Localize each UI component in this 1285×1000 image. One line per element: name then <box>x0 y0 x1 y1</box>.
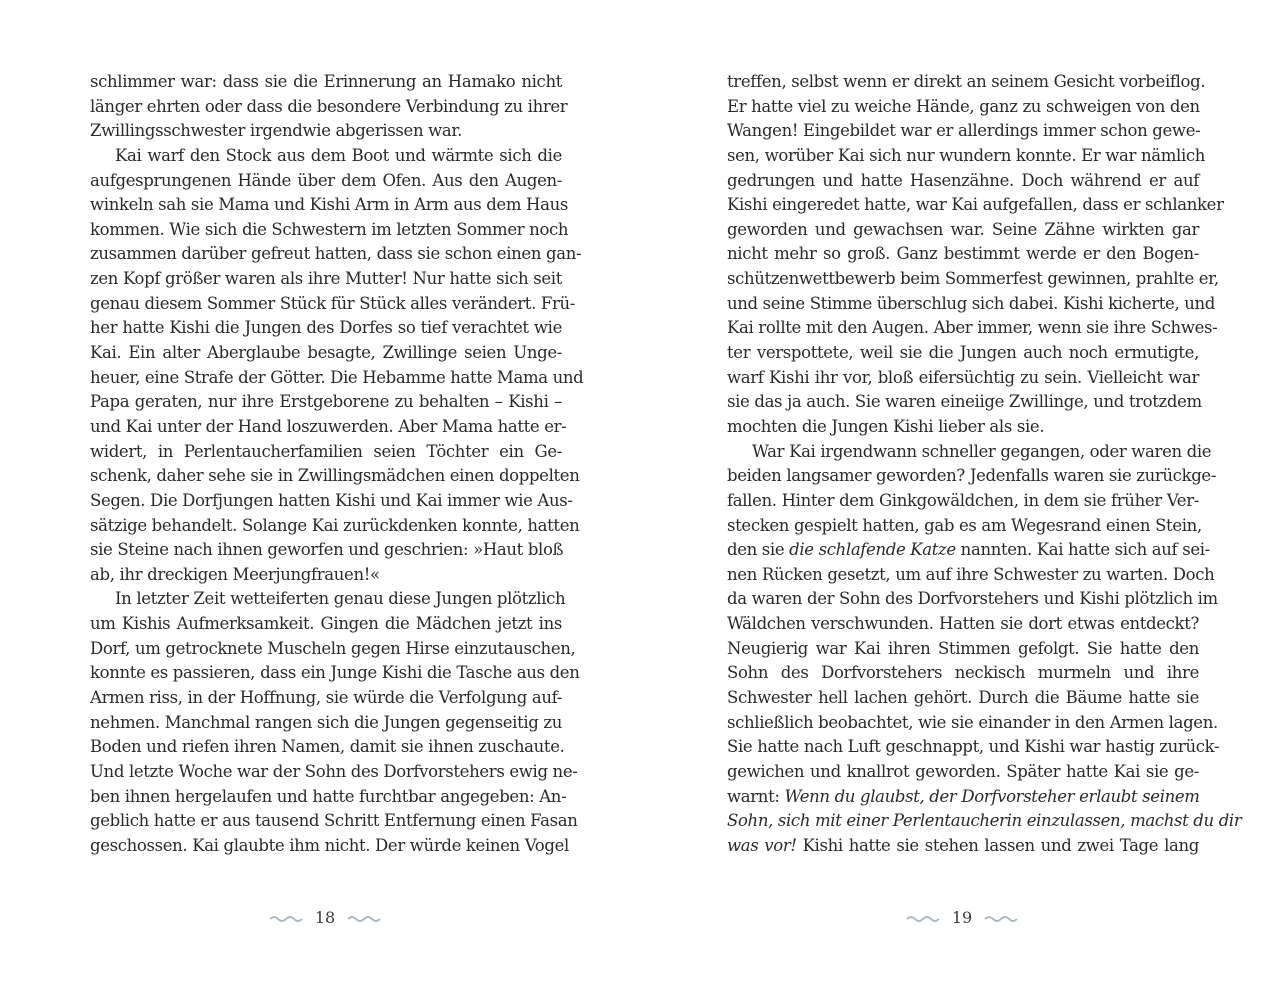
text-line: Wäldchen verschwunden. Hatten sie dort etwas entdeckt? <box>727 614 1199 634</box>
left-page <box>90 70 584 859</box>
text-line: gedrungen und hatte Hasenzähne. Doch während er auf <box>727 170 1199 190</box>
text-line: her hatte Kishi die Jungen des Dorfes so tief verachtet wie <box>90 318 562 338</box>
text-line: ter verspottete, weil sie die Jungen auch noch ermutigte, <box>727 343 1199 363</box>
text-line: geworden und gewachsen war. Seine Zähne wirkten gar <box>727 219 1199 239</box>
text-line: warf Kishi ihr vor, bloß eifersüchtig zu sein. Vielleicht war <box>727 367 1199 387</box>
text-line: Sie hatte nach Luft geschnappt, und Kishi war hastig zurück- <box>727 737 1220 757</box>
text-line: Dorf, um getrocknete Muscheln gegen Hirse einzutauschen, <box>90 638 576 658</box>
text-line: winkeln sah sie Mama und Kishi Arm in Arm aus dem Haus <box>90 195 568 215</box>
text-line: nen Rücken gesetzt, um auf ihre Schwester zu warten. Doch <box>727 564 1215 584</box>
text-line: stecken gespielt hatten, gab es am Wegesrand einen Stein, <box>727 515 1202 535</box>
text-line: und seine Stimme überschlug sich dabei. Kishi kicherte, und <box>727 293 1216 313</box>
text-line: Er hatte viel zu weiche Hände, ganz zu schweigen von den <box>727 96 1200 116</box>
text-line: schützenwettbewerb beim Sommerfest gewinnen, prahlte er, <box>727 269 1219 289</box>
wave-ornament-icon <box>984 914 1018 922</box>
text-line: was vor! Kishi hatte sie stehen lassen und zwei Tage lang <box>727 835 1199 855</box>
text-line: warnt: Wenn du glaubst, der Dorfvorsteher erlaubt seinem <box>727 786 1200 806</box>
wave-ornament-icon <box>347 914 381 922</box>
text-line: länger ehrten oder dass die besondere Verbindung zu ihrer <box>90 96 568 116</box>
page-number-right <box>892 908 1032 927</box>
text-line: geblich hatte er aus tausend Schritt Entfernung einen Fasan <box>90 811 578 831</box>
text-line: ab, ihr dreckigen Meerjungfrauen!« <box>90 564 380 584</box>
text-line: Wangen! Eingebildet war er allerdings immer schon gewe- <box>727 121 1201 141</box>
text-line: sie Steine nach ihnen geworfen und geschrien: »Haut bloß <box>90 540 564 560</box>
text-line: mochten die Jungen Kishi lieber als sie. <box>727 416 1045 436</box>
text-line: nehmen. Manchmal rangen sich die Jungen gegenseitig zu <box>90 712 563 732</box>
page-number: 18 <box>314 908 336 927</box>
text-line: Boden und riefen ihren Namen, damit sie ihnen zuschaute. <box>90 737 565 757</box>
text-line: nicht mehr so groß. Ganz bestimmt werde er den Bogen- <box>727 244 1199 264</box>
page-number: 19 <box>951 908 973 927</box>
wave-ornament-icon <box>269 914 303 922</box>
text-line: zusammen darüber gefreut hatten, dass sie schon einen gan- <box>90 244 582 264</box>
text-line: sätzige behandelt. Solange Kai zurückdenken konnte, hatten <box>90 515 580 535</box>
text-line: Kai. Ein alter Aberglaube besagte, Zwillinge seien Unge- <box>90 343 562 363</box>
text-line: widert, in Perlentaucherfamilien seien Töchter ein Ge- <box>90 441 562 461</box>
text-line: Kai warf den Stock aus dem Boot und wärmte sich die <box>115 145 562 165</box>
text-line: gewichen und knallrot geworden. Später hatte Kai sie ge- <box>727 761 1199 781</box>
text-line: fallen. Hinter dem Ginkgowäldchen, in dem sie früher Ver- <box>727 490 1199 510</box>
text-line: aufgesprungenen Hände über dem Ofen. Aus den Augen- <box>90 170 562 190</box>
text-line: Segen. Die Dorfjungen hatten Kishi und Kai immer wie Aus- <box>90 490 573 510</box>
text-line: genau diesem Sommer Stück für Stück alles verändert. Frü- <box>90 293 576 313</box>
wave-ornament-icon <box>906 914 940 922</box>
text-line: War Kai irgendwann schneller gegangen, oder waren die <box>752 441 1212 461</box>
text-line: Armen riss, in der Hoffnung, sie würde die Verfolgung auf- <box>90 688 562 708</box>
text-line: schenk, daher sehe sie in Zwillingsmädchen einen doppelten <box>90 466 580 486</box>
text-line: schließlich beobachtet, wie sie einander in den Armen lagen. <box>727 712 1218 732</box>
text-line: Und letzte Woche war der Sohn des Dorfvorstehers ewig ne- <box>90 761 578 781</box>
text-line: schlimmer war: dass sie die Erinnerung an Hamako nicht <box>90 72 562 91</box>
text-line: da waren der Sohn des Dorfvorstehers und Kishi plötzlich im <box>727 589 1218 609</box>
text-line: Sohn des Dorfvorstehers neckisch murmeln und ihre <box>727 663 1199 683</box>
text-line: Kai rollte mit den Augen. Aber immer, wenn sie ihre Schwes- <box>727 318 1218 338</box>
text-line: Zwillingsschwester irgendwie abgerissen war. <box>90 121 463 141</box>
right-page <box>727 70 1242 859</box>
text-line: ben ihnen hergelaufen und hatte furchtbar angegeben: An- <box>90 786 567 806</box>
text-line: kommen. Wie sich die Schwestern im letzten Sommer noch <box>90 219 569 239</box>
text-line: Sohn, sich mit einer Perlentaucherin einzulassen, machst du dir <box>727 811 1242 831</box>
text-line: heuer, eine Strafe der Götter. Die Hebamme hatte Mama und <box>90 367 584 387</box>
text-line: und Kai unter der Hand loszuwerden. Aber Mama hatte er- <box>90 416 567 436</box>
text-line: den sie die schlafende Katze nannten. Kai hatte sich auf sei- <box>727 540 1210 560</box>
text-line: treffen, selbst wenn er direkt an seinem Gesicht vorbeiflog. <box>727 72 1206 91</box>
page-number-left <box>255 908 395 927</box>
text-line: beiden langsamer geworden? Jedenfalls waren sie zurückge- <box>727 466 1217 486</box>
text-line: sie das ja auch. Sie waren eineiige Zwillinge, und trotzdem <box>727 392 1202 412</box>
text-line: um Kishis Aufmerksamkeit. Gingen die Mädchen jetzt ins <box>90 614 562 634</box>
text-line: Neugierig war Kai ihren Stimmen gefolgt. Sie hatte den <box>727 638 1199 658</box>
text-line: Schwester hell lachen gehört. Durch die Bäume hatte sie <box>727 688 1199 708</box>
text-line: Papa geraten, nur ihre Erstgeborene zu behalten – Kishi – <box>90 392 562 412</box>
text-line: sen, worüber Kai sich nur wundern konnte. Er war nämlich <box>727 145 1206 165</box>
text-line: Kishi eingeredet hatte, war Kai aufgefallen, dass er schlanker <box>727 195 1224 215</box>
text-line: zen Kopf größer waren als ihre Mutter! Nur hatte sich seit <box>90 269 562 289</box>
text-line: geschossen. Kai glaubte ihm nicht. Der würde keinen Vogel <box>90 835 569 855</box>
text-line: In letzter Zeit wetteiferten genau diese Jungen plötzlich <box>115 589 566 609</box>
text-line: konnte es passieren, dass ein Junge Kishi die Tasche aus den <box>90 663 580 683</box>
